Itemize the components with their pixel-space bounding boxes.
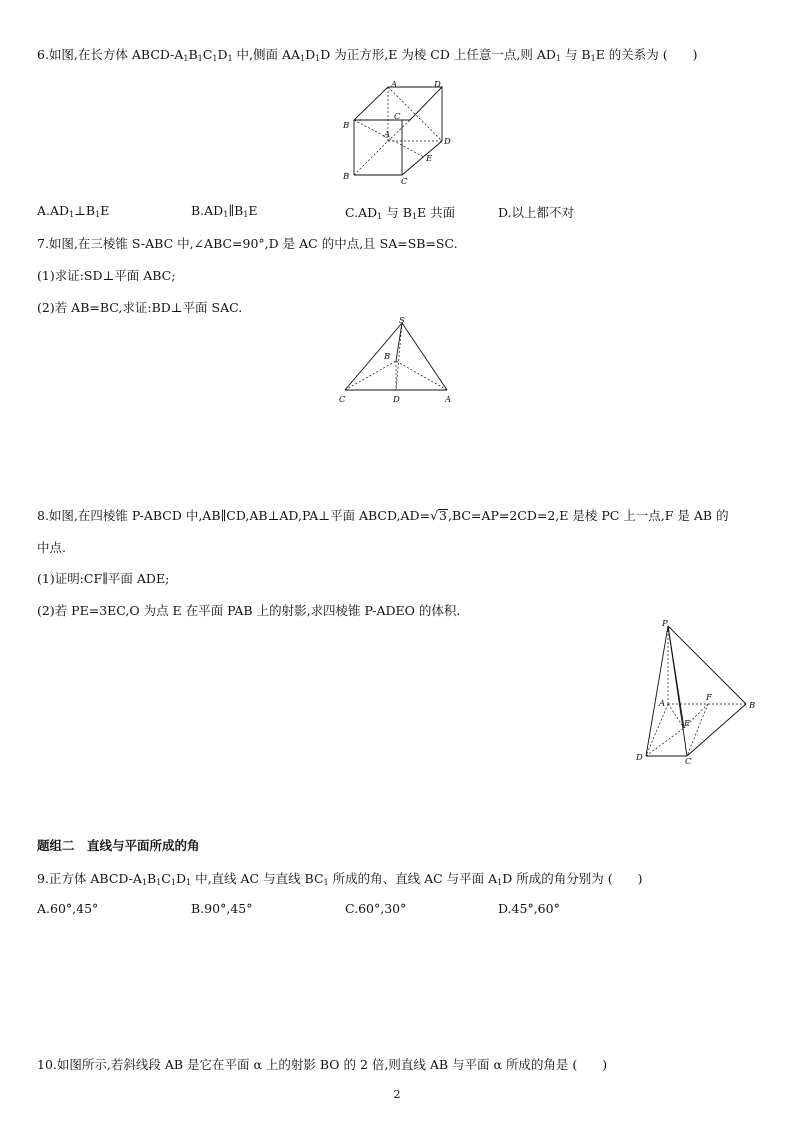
- page-number: 2: [393, 1088, 401, 1101]
- q9-option-b: B.90°,45°: [191, 901, 253, 916]
- q9-stem: 9.正方体 ABCD-$A_1B_1C_1D_1$ 中,直线 AC 与直线 $BC_1$ 所成的角、直线 AC 与平面 $A_1D$ 所成的角分别为 ( ): [37, 871, 643, 887]
- q7-part2: (2)若 AB=BC,求证:BD⊥平面 SAC.: [37, 300, 243, 315]
- q8-label-a: A: [659, 699, 666, 709]
- q7-label-s: S: [399, 316, 405, 326]
- q6-option-a: $A.AD_1\perp B_1E$: [37, 203, 110, 219]
- q6-stem: 6.如图,在长方体 ABCD-$A_1B_1C_1D_1$ 中,侧面 $AA_1D_1D$ 为正方形,E 为棱 CD 上任意一点,则 $AD_1$ 与 $B_1E$ 的关系为 ( ): [37, 47, 698, 63]
- q8-pyramid-figure: [630, 618, 760, 768]
- q7-label-a: A: [445, 395, 452, 405]
- q8-stem: 8.如图,在四棱锥 P-ABCD 中,AB∥CD,AB⊥AD,PA⊥平面 ABCD,AD=√3,BC=AP=2CD=2,E 是棱 PC 上一点,F 是 AB 的: [37, 508, 729, 523]
- q7-label-d: D: [393, 395, 400, 405]
- q7-stem: 7.如图,在三棱锥 S-ABC 中,∠ABC=90°,D 是 AC 的中点,且 SA=SB=SC.: [37, 236, 458, 251]
- q8-label-e: E: [684, 719, 691, 729]
- q8-part1: (1)证明:CF∥平面 ADE;: [37, 571, 170, 586]
- q6-label-d1: D: [434, 80, 441, 90]
- q6-option-b: $B.AD_1\parallel B_1E$: [191, 203, 258, 219]
- sqrt-radicand: 3: [439, 508, 447, 523]
- q8-label-d: D: [636, 753, 643, 763]
- q8-part2: (2)若 PE=3EC,O 为点 E 在平面 PAB 上的射影,求四棱锥 P-ADEO 的体积.: [37, 603, 461, 618]
- q6-label-d: D: [444, 137, 451, 147]
- q9-option-d: D.45°,60°: [498, 901, 560, 916]
- q6-option-c: $C.AD_1$ 与 $B_1E$ 共面: [345, 205, 456, 221]
- q6-label-b1: B: [343, 121, 350, 131]
- q8-label-c: C: [685, 757, 692, 767]
- q6-option-d: D.以上都不对: [498, 205, 575, 220]
- q7-pyramid-figure: [335, 315, 460, 405]
- q6-label-a1: A: [391, 80, 398, 90]
- q8-label-p: P: [662, 619, 668, 629]
- q8-label-f: F: [706, 693, 712, 703]
- q8-stem-cont: 中点.: [37, 540, 66, 555]
- section-title: 题组二 直线与平面所成的角: [37, 838, 200, 853]
- q6-label-c1: C: [394, 112, 401, 122]
- sqrt-sign: √: [430, 508, 439, 523]
- q6-cuboid-figure: [330, 75, 460, 187]
- q6-label-c: C: [401, 177, 408, 187]
- q9-option-a: A.60°,45°: [37, 901, 99, 916]
- q7-label-b: B: [384, 352, 391, 362]
- q8-label-b: B: [749, 701, 756, 711]
- q6-label-e: E: [426, 154, 433, 164]
- q9-option-c: C.60°,30°: [345, 901, 407, 916]
- q6-label-b: B: [343, 172, 350, 182]
- q6-label-a: A: [384, 130, 391, 140]
- q7-label-c: C: [339, 395, 346, 405]
- q7-part1: (1)求证:SD⊥平面 ABC;: [37, 268, 176, 283]
- q10-stem: 10.如图所示,若斜线段 AB 是它在平面 α 上的射影 BO 的 2 倍,则直线 AB 与平面 α 所成的角是 ( ): [37, 1057, 608, 1072]
